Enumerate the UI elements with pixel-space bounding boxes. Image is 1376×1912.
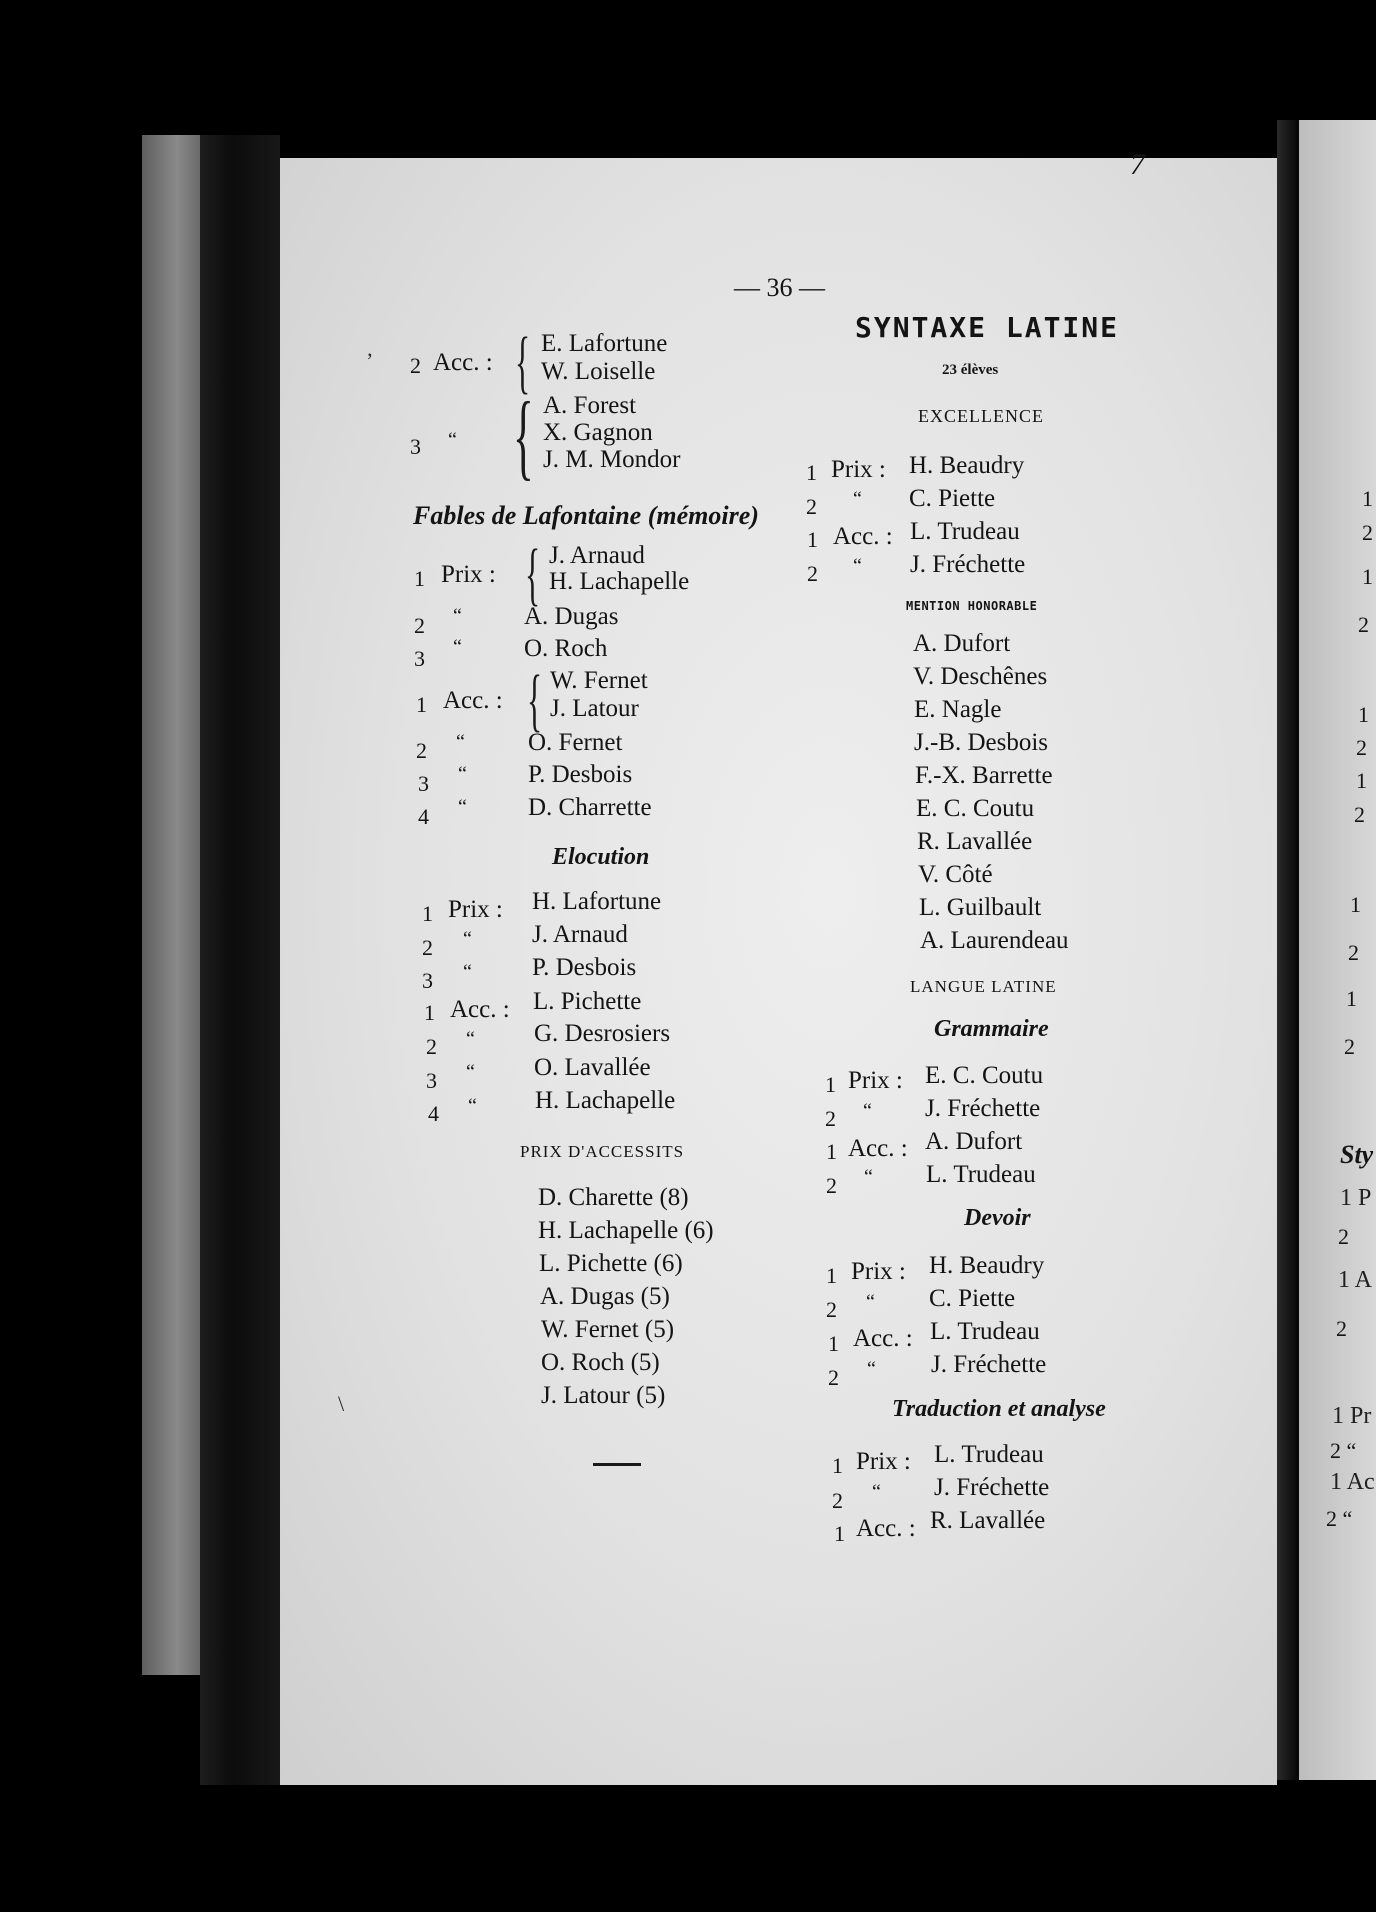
rank: 1 (414, 566, 425, 591)
left-gutter (200, 135, 280, 1785)
student-name: A. Forest (543, 392, 637, 419)
student-name: H. Lachapelle (535, 1087, 676, 1114)
student-name: A. Dugas (5) (540, 1283, 670, 1310)
ditto-mark: “ (466, 1028, 475, 1050)
ditto-mark: “ (456, 731, 465, 753)
corner-mark: 7 (1130, 148, 1145, 181)
fragment-text: 1 (1358, 702, 1369, 727)
student-name: E. Lafortune (541, 330, 668, 357)
ditto-mark: “ (866, 1291, 875, 1313)
student-name: D. Charette (8) (538, 1184, 689, 1211)
rank: 2 (422, 935, 433, 960)
fragment-text: Sty (1340, 1140, 1374, 1169)
award-label: Acc. : (848, 1135, 908, 1162)
fragment-text: 1 P (1340, 1185, 1372, 1211)
rank: 1 (834, 1521, 845, 1546)
rank: 1 (832, 1453, 843, 1478)
rank: 2 (426, 1034, 437, 1059)
award-label: Prix : (441, 561, 496, 588)
student-name: H. Lafortune (532, 888, 662, 915)
brace-glyph: { (515, 324, 531, 401)
award-label: Prix : (851, 1258, 906, 1285)
right-page-edge (1299, 120, 1376, 1780)
scan-mark: \ (338, 1391, 345, 1416)
student-name: X. Gagnon (543, 419, 653, 446)
rank: 4 (418, 804, 429, 829)
student-name: R. Lavallée (930, 1507, 1046, 1534)
student-name: A. Dufort (925, 1128, 1023, 1155)
brace-glyph: { (513, 382, 534, 489)
student-name: J. Fréchette (934, 1474, 1050, 1501)
rank: 1 (826, 1263, 837, 1288)
rank: 2 (806, 494, 817, 519)
fragment-text: 2 “ (1326, 1506, 1353, 1531)
student-name: J. Fréchette (925, 1095, 1041, 1122)
rank: 1 (422, 901, 433, 926)
fragment-text: 2 “ (1330, 1438, 1357, 1463)
class-count: 23 élèves (942, 362, 999, 378)
student-name: W. Fernet (5) (541, 1316, 675, 1343)
fragment-text: 2 (1348, 940, 1359, 965)
ditto-mark: “ (853, 555, 862, 577)
rank: 1 (828, 1331, 839, 1356)
section-title: SYNTAXE LATINE (855, 311, 1120, 344)
rank: 4 (428, 1101, 439, 1126)
section-heading: MENTION HONORABLE (906, 599, 1038, 613)
fragment-text: 1 A (1338, 1267, 1373, 1293)
rank: 3 (422, 968, 433, 993)
ditto-mark: “ (867, 1358, 876, 1380)
award-label: Acc. : (450, 996, 510, 1023)
section-heading: Fables de Lafontaine (mémoire) (413, 501, 759, 530)
fragment-text: 2 (1358, 612, 1369, 637)
student-name: J. Arnaud (532, 921, 628, 948)
ditto-mark: “ (463, 928, 472, 950)
fragment-text: 2 (1338, 1224, 1349, 1249)
student-name: O. Fernet (528, 729, 623, 756)
student-name: J. Latour (5) (541, 1382, 666, 1409)
student-name: L. Trudeau (930, 1318, 1040, 1345)
student-name: P. Desbois (532, 954, 637, 981)
award-label: Acc. : (433, 349, 493, 376)
student-name: L. Pichette (6) (539, 1250, 683, 1277)
student-name: J. Fréchette (910, 551, 1026, 578)
rank: 1 (807, 527, 818, 552)
student-name: J. Fréchette (931, 1351, 1047, 1378)
rank: 2 (826, 1173, 837, 1198)
award-label: Acc. : (443, 687, 503, 714)
rank: 3 (426, 1068, 437, 1093)
rank: 2 (410, 353, 421, 378)
ditto-mark: “ (872, 1481, 881, 1503)
student-name: O. Roch (524, 635, 608, 662)
section-heading: Elocution (552, 844, 650, 870)
rank: 2 (414, 613, 425, 638)
student-name: L. Trudeau (926, 1161, 1036, 1188)
ditto-mark: “ (458, 763, 467, 785)
student-name: J. M. Mondor (543, 446, 681, 473)
student-name: J.-B. Desbois (914, 729, 1049, 756)
end-rule (593, 1463, 641, 1466)
ditto-mark: “ (458, 796, 467, 818)
ditto-mark: “ (468, 1095, 477, 1117)
fragment-text: 2 (1362, 520, 1373, 545)
rank: 2 (828, 1365, 839, 1390)
fragment-text: 1 Ac (1330, 1469, 1375, 1495)
section-heading: EXCELLENCE (918, 406, 1044, 426)
right-gutter (1277, 120, 1299, 1780)
student-name: R. Lavallée (917, 828, 1033, 855)
fragment-text: 1 (1362, 486, 1373, 511)
brace-glyph: { (525, 536, 541, 613)
student-name: C. Piette (929, 1285, 1016, 1312)
rank: 3 (410, 434, 421, 459)
student-name: H. Beaudry (929, 1252, 1045, 1279)
fragment-text: 2 (1344, 1034, 1355, 1059)
ditto-mark: “ (863, 1100, 872, 1122)
brace-glyph: { (527, 662, 543, 739)
rank: 1 (826, 1139, 837, 1164)
rank: 2 (825, 1106, 836, 1131)
student-name: O. Lavallée (534, 1054, 651, 1081)
subsection-heading: Grammaire (934, 1016, 1049, 1042)
ditto-mark: “ (453, 636, 462, 658)
section-heading: PRIX D'ACCESSITS (520, 1142, 685, 1161)
fragment-text: 1 Pr (1332, 1403, 1372, 1429)
subsection-heading: Traduction et analyse (892, 1396, 1106, 1422)
fragment-text: 1 (1362, 564, 1373, 589)
rank: 2 (826, 1297, 837, 1322)
student-name: A. Laurendeau (920, 927, 1069, 954)
student-name: A. Dufort (913, 630, 1011, 657)
scan-mark: ’ (366, 348, 374, 373)
rank: 2 (416, 738, 427, 763)
student-name: O. Roch (5) (541, 1349, 660, 1376)
student-name: E. C. Coutu (916, 795, 1035, 822)
rank: 1 (424, 1000, 435, 1025)
student-name: L. Pichette (533, 988, 642, 1015)
student-name: V. Deschênes (913, 663, 1048, 690)
ditto-mark: “ (448, 429, 457, 451)
fragment-text: 2 (1336, 1316, 1347, 1341)
rank: 2 (807, 561, 818, 586)
ditto-mark: “ (466, 1061, 475, 1083)
student-name: V. Côté (918, 861, 993, 888)
ditto-mark: “ (864, 1166, 873, 1188)
award-label: Prix : (856, 1448, 911, 1475)
section-heading: LANGUE LATINE (910, 977, 1057, 996)
student-name: E. C. Coutu (925, 1062, 1044, 1089)
award-label: Acc. : (833, 523, 893, 550)
student-name: W. Fernet (550, 667, 648, 694)
rank: 1 (416, 692, 427, 717)
subsection-heading: Devoir (964, 1205, 1031, 1231)
left-page-edge (142, 135, 200, 1675)
fragment-text: 2 (1356, 735, 1367, 760)
rank: 3 (414, 646, 425, 671)
student-name: C. Piette (909, 485, 996, 512)
fragment-text: 2 (1354, 802, 1365, 827)
student-name: L. Trudeau (910, 518, 1020, 545)
student-name: F.-X. Barrette (915, 762, 1053, 789)
fragment-text: 1 (1350, 892, 1361, 917)
student-name: L. Trudeau (934, 1441, 1044, 1468)
student-name: H. Beaudry (909, 452, 1025, 479)
student-name: P. Desbois (528, 761, 633, 788)
ditto-mark: “ (453, 605, 462, 627)
award-label: Acc. : (853, 1325, 913, 1352)
student-name: L. Guilbault (919, 894, 1042, 921)
student-name: H. Lachapelle (6) (538, 1217, 714, 1244)
award-label: Prix : (831, 456, 886, 483)
student-name: G. Desrosiers (534, 1020, 671, 1047)
student-name: E. Nagle (914, 696, 1002, 723)
student-name: W. Loiselle (541, 358, 656, 385)
ditto-mark: “ (853, 488, 862, 510)
award-label: Prix : (448, 896, 503, 923)
page-number: — 36 — (734, 273, 825, 302)
rank: 1 (806, 460, 817, 485)
rank: 1 (825, 1072, 836, 1097)
rank: 2 (832, 1488, 843, 1513)
student-name: D. Charrette (528, 794, 652, 821)
student-name: A. Dugas (524, 603, 619, 630)
award-label: Prix : (848, 1067, 903, 1094)
award-label: Acc. : (856, 1515, 916, 1542)
student-name: J. Arnaud (549, 542, 645, 569)
rank: 3 (418, 771, 429, 796)
ditto-mark: “ (463, 961, 472, 983)
fragment-text: 1 (1346, 986, 1357, 1011)
student-name: J. Latour (550, 695, 639, 722)
fragment-text: 1 (1356, 768, 1367, 793)
student-name: H. Lachapelle (549, 568, 690, 595)
